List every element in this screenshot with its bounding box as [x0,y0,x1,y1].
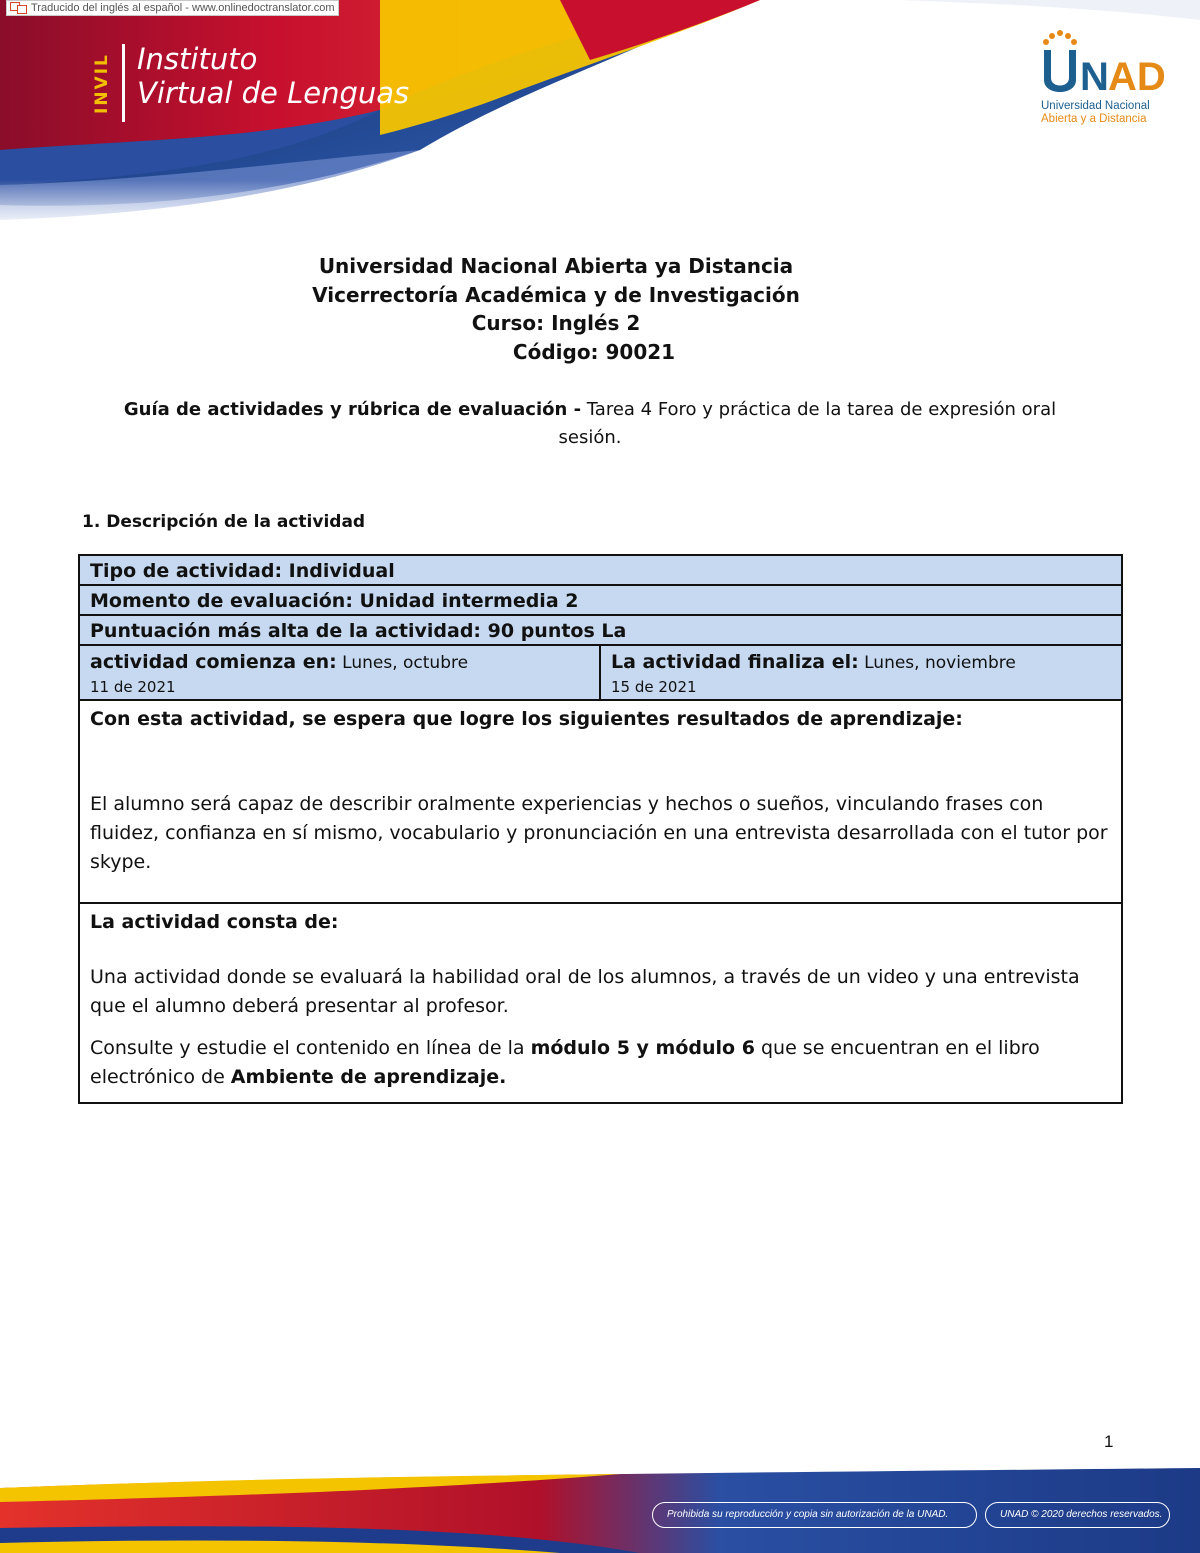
dates-row [80,646,1121,701]
start-date: 11 de 2021 [90,678,176,696]
activity-type-row [80,556,1121,586]
learning-outcomes-title: Con esta actividad, se espera que logre los siguientes resultados de aprendizaje: [90,708,963,730]
content-p2-modules: módulo 5 y módulo 6 [530,1037,755,1059]
translator-note[interactable] [6,0,339,16]
learning-outcomes-row [80,701,1121,904]
institute-logo-text [137,42,409,110]
activity-type: Tipo de actividad: Individual [90,560,395,582]
start-date-cell [80,646,601,699]
activity-content-title: La actividad consta de: [90,911,339,933]
activity-content-row [80,904,1121,1102]
document-heading [0,252,1112,366]
evaluation-moment-row [80,586,1121,616]
activity-table [78,554,1123,1104]
translate-icon [10,2,28,14]
institute-line1: Instituto [137,42,258,76]
svg-text:AD: AD [1108,55,1166,99]
end-date-cell [601,646,1121,699]
heading-course: Curso: Inglés 2 [471,311,641,335]
guide-title [90,396,1090,452]
section-title: 1. Descripción de la actividad [82,512,366,532]
end-value: Lunes, noviembre [858,653,1016,673]
evaluation-moment: Momento de evaluación: Unidad intermedia 2 [90,590,579,612]
activity-content-paragraph2 [90,1034,1111,1092]
guide-title-line2: sesión. [558,427,622,448]
end-label: La actividad finaliza el: [611,651,859,673]
max-score-row [80,616,1121,646]
invil-vertical-mark: INVIL [92,53,112,115]
unad-caption-line1: Universidad Nacional [1041,100,1150,112]
logo-divider [122,44,125,122]
unad-caption-line2: Abierta y a Distancia [1041,113,1147,125]
header-banner-art [0,0,1200,230]
content-p2-environment: Ambiente de aprendizaje. [230,1066,507,1088]
max-score: Puntuación más alta de la actividad: 90 puntos La [90,620,627,642]
footer-rights: UNAD © 2020 derechos reservados. [985,1502,1170,1528]
guide-title-rest: Tarea 4 Foro y práctica de la tarea de expresión oral [581,399,1057,420]
translator-note-text: Traducido del inglés al español - www.onlinedoctranslator.com [31,2,335,14]
content-p2-c: que se encuentran en el libro electrónico de [90,1037,1040,1088]
heading-university: Universidad Nacional Abierta ya Distancia [318,254,794,278]
svg-text:N: N [1080,55,1109,99]
start-value: Lunes, octubre [336,653,469,673]
guide-title-bold: Guía de actividades y rúbrica de evaluación - [123,399,582,420]
heading-vicerrectoria: Vicerrectoría Académica y de Investigación [312,282,800,307]
institute-line2: Virtual de Lenguas [137,76,410,110]
learning-outcomes-text: El alumno será capaz de describir oralmente experiencias y hechos o sueños, vinculando frases con fluidez, confianza en sí mismo, vocabulario y pronunciación en una entrevista desarrollada con el tutor por skype. [90,793,1108,873]
footer-copyright-notice: Prohibida su reproducción y copia sin autorización de la UNAD. [652,1502,977,1528]
unad-logo-caption [1041,100,1150,126]
start-label: actividad comienza en: [90,651,337,673]
end-date: 15 de 2021 [611,678,697,696]
page-number: 1 [1104,1432,1114,1451]
heading-code: Código: 90021 [512,339,676,364]
activity-content-paragraph1: Una actividad donde se evaluará la habilidad oral de los alumnos, a través de un video y una entrevista que el alumno deberá presentar al profesor. [90,966,1080,1017]
content-p2-a: Consulte y estudie el contenido en línea de la [90,1037,531,1059]
